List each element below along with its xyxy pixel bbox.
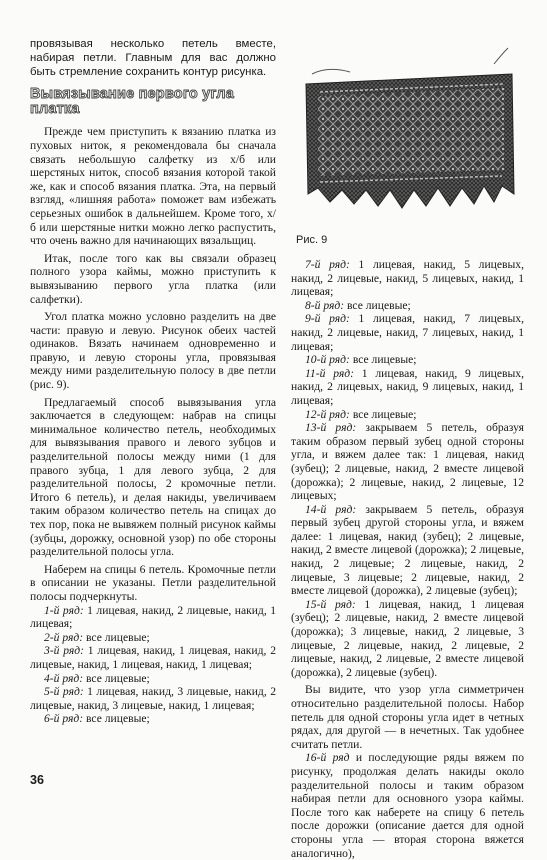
row-instruction bbox=[30, 644, 276, 671]
row-label: 3-й ряд: bbox=[44, 644, 85, 658]
row-text: 1 лицевая, накид, 9 лицевых, накид, 2 лицевых, накид, 9 лицевых, накид, 1 лицевая; bbox=[291, 366, 524, 407]
paragraph bbox=[291, 751, 524, 860]
row-label: 2-й ряд: bbox=[44, 630, 84, 644]
row-instruction bbox=[30, 604, 276, 631]
row-instruction bbox=[30, 712, 276, 726]
paragraph: Итак, после того как вы связали образец полного узора каймы, можно приступить к вывязыванию первого угла платка (или салфетки). bbox=[30, 251, 276, 306]
left-column bbox=[30, 38, 276, 726]
row-label: 5-й ряд: bbox=[44, 685, 84, 699]
row-text: 1 лицевая, накид, 3 лицевые, накид, 2 лицевые, накид, 3 лицевые, накид, 1 лицевая; bbox=[30, 685, 276, 712]
row-text: закрываем 5 петель, образуя первый зубец другой стороны угла, и вяжем далее: 1 лицевая, накид (зубец); 2 лицевые, накид, 2 вместе лицевой (дорожка); 2 лицевые, накид, 2 лицевые; 2 лицевые, накид, 2 лицевые, 3 лицевые; 2 лицевые, накид, 2 вместе лицевой (дорожка), 2 лицевые (зубец); bbox=[291, 502, 524, 598]
row-text: все лицевые; bbox=[344, 298, 411, 312]
row-label: 16-й ряд bbox=[305, 751, 350, 765]
row-label: 11-й ряд: bbox=[305, 366, 354, 380]
row-label: 12-й ряд: bbox=[305, 407, 350, 421]
lace-corner-illustration bbox=[298, 44, 524, 232]
right-column bbox=[291, 258, 524, 860]
row-instruction bbox=[291, 258, 524, 299]
row-text: закрываем 5 петель, образуя таким образом первый зубец одной стороны угла, и вяжем далее так: 1 лицевая, накид (зубец); 2 лицевые, накид, 2 вместе лицевой (дорожка); 2 лицевые, накид, 2 лицевые, 12 лицевых; bbox=[291, 421, 524, 503]
row-label: 14-й ряд: bbox=[305, 502, 357, 516]
row-text: 1 лицевая, накид, 1 лицевая (зубец); 2 лицевые, накид, 2 вместе лицевой (дорожка); 3 лицевые, накид, 2 лицевые, 3 лицевые, 2 лицевые, накид, 2 лицевые, 2 лицевые, накид, 2 лицевые, 2 вместе лицевой (дорожка), 2 лицевые (зубец). bbox=[291, 597, 524, 679]
row-text: все лицевые; bbox=[83, 671, 150, 685]
row-label: 1-й ряд: bbox=[44, 603, 84, 617]
paragraph: Прежде чем приступить к вязанию платка из пуховых ниток, я рекомендовала бы сначала связать небольшую салфетку из х/б или шерстяных ниток, способ вязания которой такой же, как и способ вязания платка. Эта, на первый взгляд, «лишняя работа» поможет вам избежать серьезных ошибок в дальнейшем. Кроме того, х/б или шерстяные нитки можно легко распустить, что очень важно для начинающих вязальщиц. bbox=[30, 125, 276, 248]
row-instruction bbox=[291, 598, 524, 680]
row-instruction bbox=[291, 503, 524, 598]
row-label: 6-й ряд: bbox=[44, 712, 84, 726]
paragraph: Предлагаемый способ вывязывания угла заключается в следующем: набрав на спицы минимальное количество петель, необходимых для вывязывания правого и левого зубцов и разделительной полосы между ними (1 для правого зубца, 1 для левого зубца, 2 для разделительной полосы, 2 кромочные петли. Итого 6 петель), и делая накиды, увеличиваем таким образом количество петель на спицах до тех пор, пока не вывяжем полный рисунок каймы (зубцы, дорожку, основной узор) по обе стороны разделительной полосы угла. bbox=[30, 395, 276, 559]
row-text: все лицевые; bbox=[83, 712, 150, 726]
section-heading: Вывязывание первого угла платка bbox=[30, 86, 234, 118]
paragraph: Наберем на спицы 6 петель. Кромочные петли в описании не указаны. Петли разделительной полосы подчеркнуты. bbox=[30, 562, 276, 603]
row-text: и последующие ряды вяжем по рисунку, продолжая делать накиды около разделительной полосы и таким образом набирая петли для основного узора каймы. После того как наберете на спицу 6 петель после дорожки (описание дается для одной стороны угла — вторая сторона вяжется аналогично), bbox=[291, 751, 524, 860]
paragraph: Вы видите, что узор угла симметричен относительно разделительной полосы. Набор петель для одной стороны угла идет в четных рядах, для другой — в нечетных. Так удобнее считать петли. bbox=[291, 683, 524, 751]
row-instruction bbox=[291, 353, 524, 367]
row-text: 1 лицевая, накид, 1 лицевая, накид, 2 лицевые, накид, 1 лицевая, накид, 1 лицевая; bbox=[30, 644, 276, 671]
paragraph: Угол платка можно условно разделить на две части: правую и левую. Рисунок обеих частей одинаков. Вязать начинаем одновременно и правую, и левую стороны угла, провязывая между ними разделительную полосу в две петли (рис. 9). bbox=[30, 310, 276, 392]
row-label: 8-й ряд: bbox=[305, 298, 345, 312]
row-text: все лицевые; bbox=[349, 353, 417, 367]
row-text: все лицевые; bbox=[83, 630, 150, 644]
row-instruction bbox=[291, 299, 524, 313]
row-instruction bbox=[291, 408, 524, 422]
row-instruction bbox=[291, 367, 524, 408]
row-instruction bbox=[30, 631, 276, 645]
row-instruction bbox=[291, 312, 524, 353]
row-label: 4-й ряд: bbox=[44, 671, 84, 685]
page-number: 36 bbox=[30, 773, 44, 787]
row-label: 10-й ряд: bbox=[305, 353, 350, 367]
row-text: все лицевые; bbox=[349, 407, 417, 421]
row-instruction bbox=[30, 685, 276, 712]
row-label: 9-й ряд: bbox=[305, 312, 350, 326]
row-text: 1 лицевая, накид, 7 лицевых, накид, 2 лицевые, накид, 7 лицевых, накид, 1 лицевая; bbox=[291, 312, 524, 353]
row-text: 1 лицевая, накид, 5 лицевых, накид, 2 лицевые, накид, 5 лицевых, накид, 1 лицевая; bbox=[291, 258, 524, 299]
row-label: 7-й ряд: bbox=[305, 258, 350, 271]
knitting-photo bbox=[298, 44, 524, 232]
row-instruction bbox=[291, 421, 524, 503]
intro-text: провязывая несколько петель вместе, набирая петли. Главным для вас должно быть стремление сохранить контур рисунка. bbox=[30, 38, 276, 78]
figure-caption: Рис. 9 bbox=[296, 234, 328, 246]
row-instruction bbox=[30, 672, 276, 686]
row-label: 15-й ряд: bbox=[305, 597, 356, 611]
row-text: 1 лицевая, накид, 2 лицевые, накид, 1 лицевая; bbox=[30, 603, 276, 631]
row-label: 13-й ряд: bbox=[305, 421, 357, 435]
